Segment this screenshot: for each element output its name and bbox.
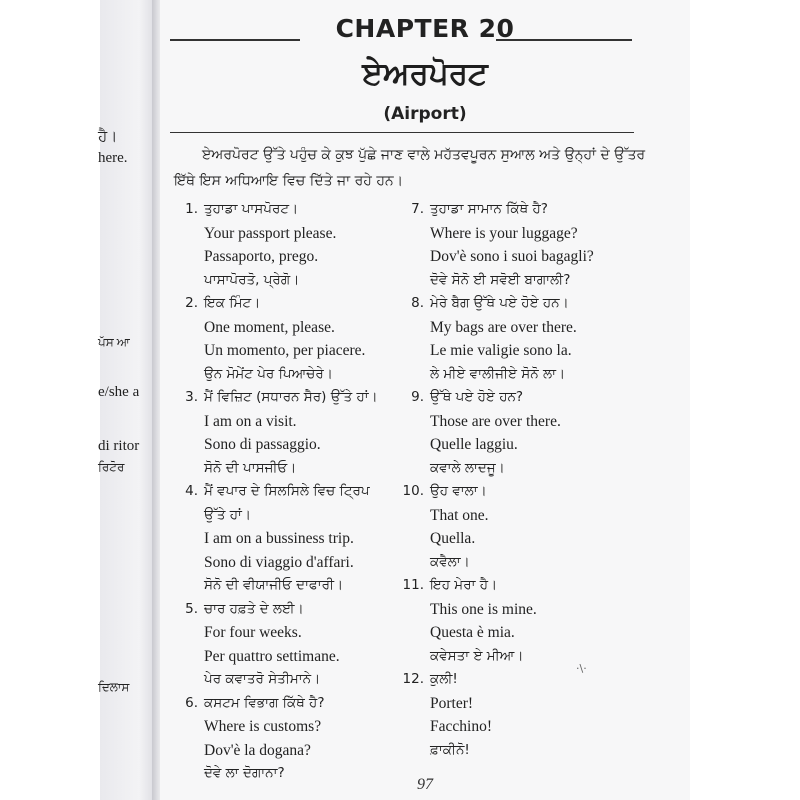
phrase-line-punjabi xyxy=(176,386,406,410)
phrase-text: Sono di viaggio d'affari. xyxy=(204,553,354,571)
phrase-line-punjabi xyxy=(402,668,642,692)
phrase-text: Where is your luggage? xyxy=(430,224,578,242)
phrase-line-punjabi xyxy=(176,668,406,692)
phrase-line-punjabi xyxy=(176,692,406,716)
phrase-text: Porter! xyxy=(430,694,474,712)
phrase-text: ਕਵਾਲੇ ਲਾਦਜੂ। xyxy=(430,459,505,476)
phrase-line xyxy=(176,245,406,269)
phrase-text: Passaporto, prego. xyxy=(204,248,319,265)
phrase-line xyxy=(402,621,642,645)
phrase-line-punjabi xyxy=(402,574,642,598)
pencil-mark: ·\· xyxy=(576,662,587,675)
chapter-title-punjabi: ਏਅਰਪੋਰਟ xyxy=(362,56,488,92)
phrase-number: 7. xyxy=(411,201,424,217)
phrase-text: Per quattro settimane. xyxy=(204,647,340,665)
phrase-item xyxy=(176,198,406,292)
phrase-text: Your passport please. xyxy=(204,224,337,242)
phrase-item xyxy=(176,386,406,480)
phrase-number: 1. xyxy=(185,201,198,217)
phrase-text: ਚਾਰ ਹਫ਼ਤੇ ਦੇ ਲਈ। xyxy=(204,600,304,617)
phrase-line-punjabi xyxy=(402,551,642,575)
intro-paragraph: ਏਅਰਪੋਰਟ ਉੱਤੇ ਪਹੁੰਚ ਕੇ ਕੁਝ ਪੁੱਛੇ ਜਾਣ ਵਾਲੇ ਮਹੱਤਵਪੂਰਨ ਸੁਆਲ ਅਤੇ ਉਨ੍ਹਾਂ ਦੇ ਉੱਤਰ ਇੱਥੇ ਇਸ ਅਧਿਆਇ ਵਿਚ ਦਿੱਤੇ ਜਾ ਰਹੇ ਹਨ। xyxy=(174,147,646,189)
left-page-fragment: ਦਿਲਾਸ xyxy=(98,680,130,694)
phrase-line xyxy=(402,504,642,528)
phrase-line-punjabi xyxy=(402,292,642,316)
phrase-line xyxy=(402,222,642,246)
phrase-text: ਤੁਹਾਡਾ ਸਾਮਾਨ ਕਿੱਥੇ ਹੈ? xyxy=(430,201,548,217)
phrase-text: ਤੁਹਾਡਾ ਪਾਸਪੋਰਟ। xyxy=(204,201,299,217)
phrase-line xyxy=(176,410,406,434)
phrase-line-punjabi xyxy=(176,363,406,387)
phrase-number: 3. xyxy=(185,389,198,405)
phrase-line xyxy=(402,316,642,340)
phrase-item xyxy=(402,574,642,668)
phrase-text: Dov'è sono i suoi bagagli? xyxy=(430,248,594,265)
phrase-line-punjabi xyxy=(402,480,642,504)
phrase-text: Le mie valigie sono la. xyxy=(430,342,572,359)
phrase-line-punjabi xyxy=(402,645,642,669)
phrase-line-punjabi xyxy=(402,198,642,222)
phrase-number: 5. xyxy=(185,600,198,617)
phrase-text: ਮੈਂ ਵਪਾਰ ਦੇ ਸਿਲਸਿਲੇ ਵਿਚ ਟ੍ਰਿਪ xyxy=(204,483,370,499)
chapter-heading: CHAPTER 20 xyxy=(335,14,515,43)
phrase-line-punjabi xyxy=(176,504,406,528)
phrase-line xyxy=(402,527,642,551)
phrase-line xyxy=(176,551,406,575)
phrase-line xyxy=(176,222,406,246)
phrase-line xyxy=(176,715,406,739)
phrase-line xyxy=(402,715,642,739)
phrase-text: Questa è mia. xyxy=(430,624,515,641)
phrase-line xyxy=(176,339,406,363)
chapter-title-english: (Airport) xyxy=(383,104,467,124)
phrase-text: ਉੱਥੇ ਪਏ ਹੋਏ ਹਨ? xyxy=(430,389,524,405)
phrase-text: Where is customs? xyxy=(204,718,322,735)
page-number: 97 xyxy=(417,776,433,793)
phrase-column-left xyxy=(176,198,406,786)
phrase-text: ਸੋਨੋ ਦੀ ਵੀਯਾਜੀਓ ਦਾਫਾਰੀ। xyxy=(204,577,344,593)
phrase-line-punjabi xyxy=(402,269,642,293)
left-page-fragment: ਪੱਸ ਆ xyxy=(98,335,130,349)
phrase-line-punjabi xyxy=(176,198,406,222)
phrase-text: Facchino! xyxy=(430,718,492,735)
phrase-line xyxy=(176,316,406,340)
phrase-text: ਲੇ ਮੀਏ ਵਾਲੀਜੀਏ ਸੋਨੋ ਲਾ। xyxy=(430,365,566,382)
chapter-rule-right xyxy=(496,39,632,41)
phrase-text: ਇਕ ਮਿੰਟ। xyxy=(204,295,261,311)
phrase-item xyxy=(402,480,642,574)
phrase-number: 2. xyxy=(185,295,198,311)
phrase-item xyxy=(402,386,642,480)
left-page-fragment: here. xyxy=(98,150,128,166)
phrase-text: ਸੋਨੋ ਦੀ ਪਾਸਜੀਓ। xyxy=(204,459,297,476)
phrase-text: Un momento, per piacere. xyxy=(204,342,366,359)
phrase-text: Quella. xyxy=(430,530,476,547)
phrase-line xyxy=(402,598,642,622)
phrase-number: 4. xyxy=(185,483,198,499)
phrase-line xyxy=(176,645,406,669)
phrase-line xyxy=(402,433,642,457)
phrase-text: I am on a bussiness trip. xyxy=(204,530,354,547)
phrase-number: 11. xyxy=(402,577,424,593)
phrase-line xyxy=(402,692,642,716)
phrase-item xyxy=(176,480,406,598)
left-page-fragment: e/she a xyxy=(98,384,140,400)
phrase-text: ਉਹ ਵਾਲਾ। xyxy=(430,483,487,499)
phrase-column-right xyxy=(402,198,642,762)
phrase-text: One moment, please. xyxy=(204,318,335,336)
phrase-text: ਇਹ ਮੇਰਾ ਹੈ। xyxy=(430,577,498,593)
phrase-text: Dov'è la dogana? xyxy=(204,741,311,759)
left-page-fragment: di ritor xyxy=(98,438,140,454)
phrase-number: 6. xyxy=(185,694,198,711)
phrase-line-punjabi xyxy=(402,363,642,387)
phrase-line-punjabi xyxy=(402,386,642,410)
phrase-text: For four weeks. xyxy=(204,624,302,641)
left-page-fragment: ਹੈ। xyxy=(98,129,118,145)
phrase-number: 8. xyxy=(411,295,424,311)
phrase-number: 9. xyxy=(411,389,424,405)
phrase-text: ਮੈਂ ਵਿਜ਼ਿਟ (ਸਧਾਰਨ ਸੈਰ) ਉੱਤੇ ਹਾਂ। xyxy=(204,389,378,405)
phrase-text: ਦੋਵੇ ਲਾ ਦੋਗਾਨਾ? xyxy=(204,765,285,781)
title-underline xyxy=(170,132,634,133)
phrase-number: 10. xyxy=(402,483,424,499)
phrase-line-punjabi xyxy=(402,739,642,763)
phrase-line-punjabi xyxy=(176,269,406,293)
phrase-item xyxy=(402,292,642,386)
phrase-line-punjabi xyxy=(176,598,406,622)
left-page-fragment: ਰਿਟੋਰ xyxy=(98,460,125,474)
phrase-item xyxy=(402,198,642,292)
phrase-line xyxy=(176,739,406,763)
previous-page-edge xyxy=(100,0,156,800)
phrase-text: This one is mine. xyxy=(430,600,537,618)
phrase-line xyxy=(402,339,642,363)
phrase-text: I am on a visit. xyxy=(204,412,297,430)
phrase-text: ਉਨ ਮੋਮੇਂਟ ਪੇਰ ਪਿਆਚੇਰੇ। xyxy=(204,365,333,382)
phrase-text: My bags are over there. xyxy=(430,318,577,336)
phrase-text: ਪੇਰ ਕਵਾਤਰੋ ਸੇਤੀਮਾਨੇ। xyxy=(204,671,321,687)
phrase-text: That one. xyxy=(430,506,489,524)
phrase-text: ਪਾਸਾਪੋਰਤੋ, ਪ੍ਰੇਗੋ। xyxy=(204,271,300,288)
phrase-line-punjabi xyxy=(176,574,406,598)
phrase-line-punjabi xyxy=(176,457,406,481)
phrase-number: 12. xyxy=(402,671,424,687)
phrase-line xyxy=(176,621,406,645)
phrase-text: ਉੱਤੇ ਹਾਂ। xyxy=(204,506,251,523)
phrase-text: Quelle laggiu. xyxy=(430,436,518,453)
phrase-line xyxy=(402,410,642,434)
phrase-line xyxy=(176,527,406,551)
phrase-line xyxy=(402,245,642,269)
phrase-text: ਕਵੇਸਤਾ ਏ ਮੀਆ। xyxy=(430,647,524,664)
phrase-text: ਕਵੈਲਾ। xyxy=(430,553,470,570)
phrase-line-punjabi xyxy=(176,292,406,316)
book-page xyxy=(160,0,690,800)
phrase-text: ਮੇਰੇ ਬੈਗ ਉੱਥੇ ਪਏ ਹੋਏ ਹਨ। xyxy=(430,295,569,311)
phrase-text: Sono di passaggio. xyxy=(204,436,321,453)
phrase-item xyxy=(176,692,406,786)
phrase-line xyxy=(176,433,406,457)
phrase-item xyxy=(402,668,642,762)
phrase-text: Those are over there. xyxy=(430,412,561,430)
phrase-item xyxy=(176,292,406,386)
phrase-text: ਕਸਟਮ ਵਿਭਾਗ ਕਿੱਥੇ ਹੈ? xyxy=(204,694,325,711)
phrase-text: ਦੋਵੇ ਸੋਨੋ ਈ ਸਵੋਈ ਬਾਗਾਲੀ? xyxy=(430,271,571,288)
phrase-item xyxy=(176,598,406,692)
phrase-line-punjabi xyxy=(176,480,406,504)
phrase-line-punjabi xyxy=(402,457,642,481)
phrase-text: ਕੁਲੀ! xyxy=(430,671,458,687)
phrase-text: ਫ਼ਾਕੀਨੋ! xyxy=(430,741,470,758)
